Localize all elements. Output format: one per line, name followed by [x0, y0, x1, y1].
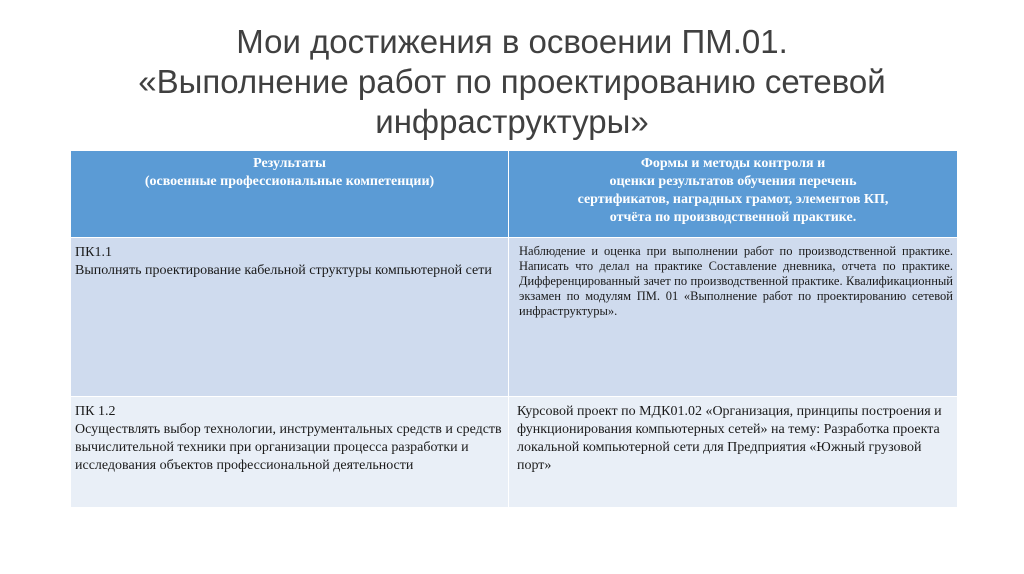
header-control-methods — [509, 151, 958, 238]
table-header-row — [71, 151, 958, 238]
title-line-2: «Выполнение работ по проектированию сетевой — [138, 63, 886, 100]
header-control-line-4: отчёта по производственной практике. — [609, 210, 857, 225]
competency-code: ПК1.1 — [75, 245, 112, 260]
results-cell — [71, 397, 509, 508]
header-control-line-3: сертификатов, наградных грамот, элементов КП, — [577, 192, 889, 207]
header-control-line-1: Формы и методы контроля и — [640, 156, 826, 171]
table-row — [71, 397, 958, 508]
header-results — [71, 151, 509, 238]
slide-title — [0, 22, 1024, 142]
competency-description: Выполнять проектирование кабельной структуры компьютерной сети — [75, 263, 492, 278]
competency-description: Осуществлять выбор технологии, инструментальных средств и средств вычислительной техники при организации процесса разработки и исследования объектов профессиональной деятельности — [75, 422, 502, 473]
header-results-line-1: Результаты — [253, 156, 326, 171]
competency-code: ПК 1.2 — [75, 404, 116, 419]
results-cell — [71, 238, 509, 397]
table-row — [71, 238, 958, 397]
header-control-line-2: оценки результатов обучения перечень — [609, 174, 857, 189]
title-line-3: инфраструктуры» — [375, 103, 649, 140]
competencies-table — [70, 150, 958, 508]
control-description: Курсовой проект по МДК01.02 «Организация, принципы построения и функционирования компьютерных сетей» на тему: Разработка проекта локальной компьютерной сети для Предприятия «Южный грузовой порт» — [517, 404, 942, 473]
header-results-line-2: (освоенные профессиональные компетенции) — [144, 174, 435, 189]
control-cell — [509, 397, 958, 508]
title-line-1: Мои достижения в освоении ПМ.01. — [236, 23, 788, 60]
control-description: Наблюдение и оценка при выполнении работ по производственной практике. Написать что делал на практике Составление дневника, отчета по практике. Дифференцированный зачет по производственной практике. Квалификационный экзамен по модулям ПМ. 01 «Выполнение работ по проектированию сетевой инфраструктуры». — [519, 244, 953, 318]
control-cell — [509, 238, 958, 397]
